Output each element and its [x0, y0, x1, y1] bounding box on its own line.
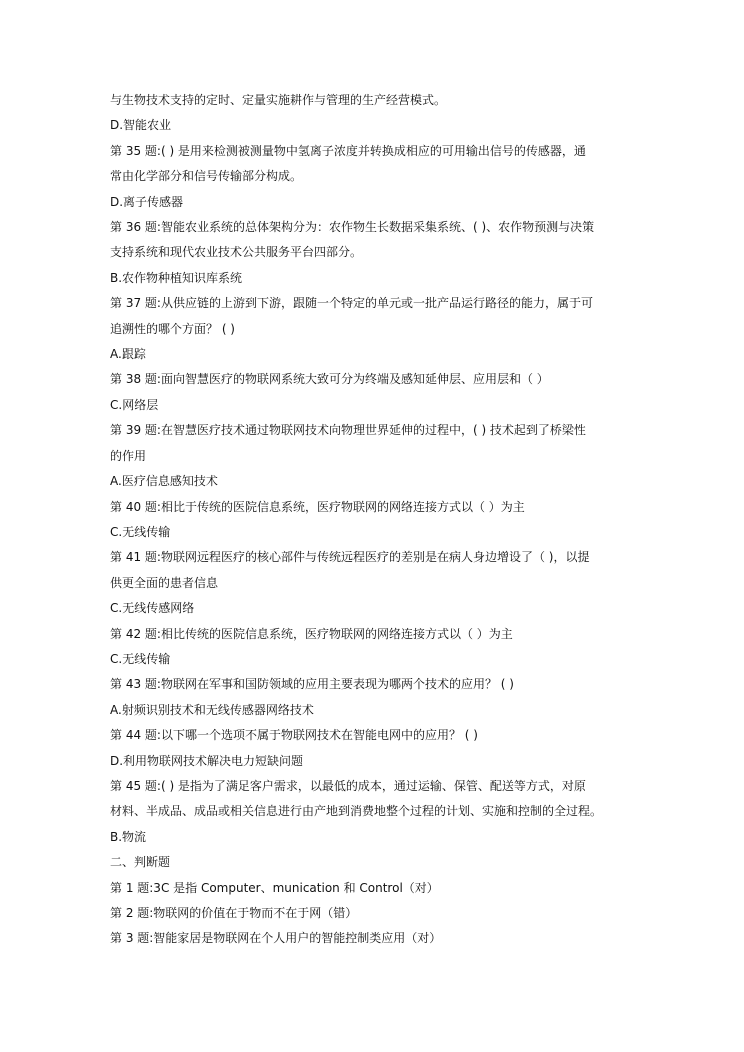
text-line: 第 3 题:智能家居是物联网在个人用户的智能控制类应用（对） [110, 931, 442, 946]
text-line: C.无线传感网络 [110, 601, 195, 616]
text-line: 第 1 题:3C 是指 Computer、munication 和 Control（对） [110, 880, 439, 895]
text-line: 第 43 题:物联网在军事和国防领域的应用主要表现为哪两个技术的应用？ ( ) [110, 677, 514, 692]
text-line: 支持系统和现代农业技术公共服务平台四部分。 [110, 245, 363, 260]
text-line: A.射频识别技术和无线传感器网络技术 [110, 702, 314, 717]
text-line: D.智能农业 [110, 118, 172, 133]
text-line: 第 39 题:在智慧医疗技术通过物联网技术向物理世界延伸的过程中，( ) 技术起到了桥梁性 [110, 423, 586, 438]
text-line: 第 44 题:以下哪一个选项不属于物联网技术在智能电网中的应用？ ( ) [110, 728, 478, 743]
text-line: 供更全面的患者信息 [110, 575, 219, 590]
text-line: 第 35 题:( ) 是用来检测被测量物中氢离子浓度并转换成相应的可用输出信号的传感器，通 [110, 143, 586, 158]
text-line: 与生物技术支持的定时、定量实施耕作与管理的生产经营模式。 [110, 93, 447, 107]
text-line: 二、判断题 [110, 855, 171, 870]
text-line: 第 2 题:物联网的价值在于物而不在于网（错） [110, 906, 358, 920]
text-line: C.无线传输 [110, 524, 171, 539]
text-line: 第 37 题:从供应链的上游到下游，跟随一个特定的单元或一批产品运行路径的能力，属于可 [110, 296, 593, 311]
text-line: 材料、半成品、成品或相关信息进行由产地到消费地整个过程的计划、实施和控制的全过程。 [110, 804, 603, 819]
text-line: 第 36 题:智能农业系统的总体架构分为：农作物生长数据采集系统、( )、农作物预测与决策 [110, 220, 595, 235]
text-line: B.农作物种植知识库系统 [110, 270, 243, 285]
text-line: D.离子传感器 [110, 194, 184, 209]
text-line: 第 41 题:物联网远程医疗的核心部件与传统远程医疗的差别是在病人身边增设了（ )，以提 [110, 550, 590, 565]
text-line: D.利用物联网技术解决电力短缺问题 [110, 753, 304, 768]
text-line: B.物流 [110, 829, 147, 844]
text-line: 第 42 题:相比传统的医院信息系统，医疗物联网的网络连接方式以（ ）为主 [110, 626, 513, 641]
text-line: 追溯性的哪个方面？ ( ) [110, 321, 235, 336]
text-line: 第 38 题:面向智慧医疗的物联网系统大致可分为终端及感知延伸层、应用层和（ ） [110, 372, 549, 387]
text-line: 的作用 [110, 448, 147, 463]
text-line: 第 45 题:( ) 是指为了满足客户需求，以最低的成本，通过运输、保管、配送等方式，对原 [110, 778, 586, 793]
text-line: 第 40 题:相比于传统的医院信息系统，医疗物联网的网络连接方式以（ ）为主 [110, 499, 525, 514]
text-line: A.医疗信息感知技术 [110, 474, 218, 489]
text-line: C.无线传输 [110, 651, 171, 666]
text-line: A.跟踪 [110, 347, 146, 362]
text-line: C.网络层 [110, 397, 159, 412]
document-body [110, 88, 640, 952]
text-line: 常由化学部分和信号传输部分构成。 [110, 169, 303, 184]
